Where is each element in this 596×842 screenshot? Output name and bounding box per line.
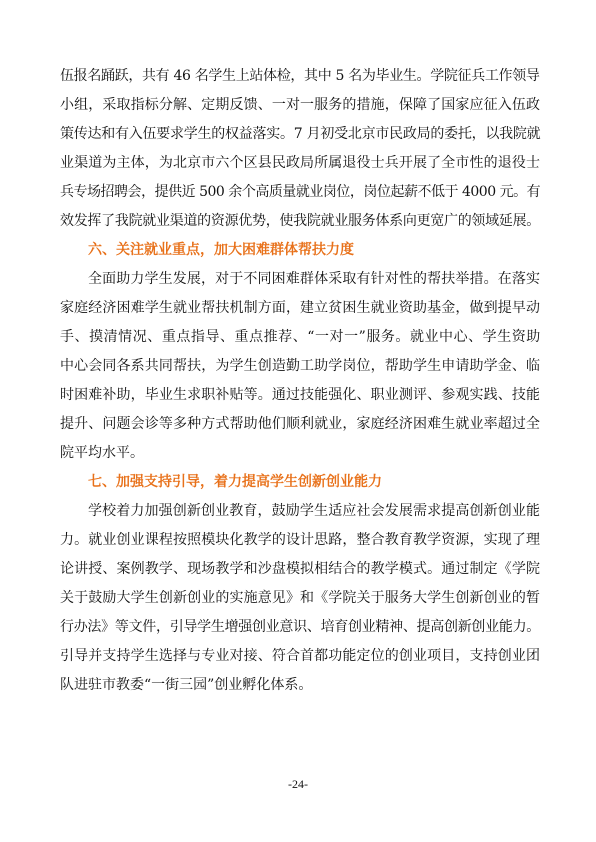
section-heading-6: 六、关注就业重点，加大困难群体帮扶力度: [88, 242, 354, 258]
paragraph-difficulty-support: [60, 265, 540, 468]
text-line: 引导并支持学生选择与专业对接、符合首都功能定位的创业项目，支持创业团: [60, 648, 541, 664]
text-line: 效发挥了我院就业渠道的资源优势，使我院就业服务体系向更宽广的领域延展。: [60, 213, 540, 229]
paragraph-enlistment: [60, 62, 540, 236]
section-heading-7: 七、加强支持引导，着力提高学生创新创业能力: [88, 474, 382, 490]
text-line: 伍报名踊跃，共有 46 名学生上站体检，其中 5 名为毕业生。学院征兵工作领导: [60, 68, 540, 84]
text-line: 家庭经济困难学生就业帮扶机制方面，建立贫困生就业资助基金，做到提早动: [60, 300, 541, 316]
text-line: 队进驻市教委“一街三园”创业孵化体系。: [60, 677, 313, 693]
document-page: [60, 62, 540, 700]
text-line: 业渠道为主体，为北京市六个区县民政局所属退役士兵开展了全市性的退役士: [60, 155, 541, 171]
text-line: 小组，采取指标分解、定期反馈、一对一服务的措施，保障了国家应征入伍政: [60, 97, 541, 113]
text-line: 力。就业创业课程按照模块化教学的设计思路，整合教育教学资源，实现了理: [60, 532, 541, 548]
text-line: 手、摸清情况、重点指导、重点推荐、“一对一”服务。就业中心、学生资助: [60, 329, 541, 345]
text-line: 提升、问题会诊等多种方式帮助他们顺利就业，家庭经济困难生就业率超过全: [60, 416, 541, 432]
text-line: 全面助力学生发展，对于不同困难群体采取有针对性的帮扶举措。在落实: [88, 271, 541, 287]
paragraph-innovation: [60, 497, 540, 700]
text-line: 时困难补助，毕业生求职补贴等。通过技能强化、职业测评、参观实践、技能: [60, 387, 541, 403]
text-line: 策传达和有入伍要求学生的权益落实。7 月初受北京市民政局的委托，以我院就: [60, 126, 541, 142]
text-line: 院平均水平。: [60, 445, 144, 461]
text-line: 行办法》等文件，引导学生增强创业意识、培育创业精神、提高创新创业能力。: [60, 619, 540, 635]
text-line: 中心会同各系共同帮扶，为学生创造勤工助学岗位，帮助学生申请助学金、临: [60, 358, 541, 374]
page-number: -24-: [288, 777, 308, 791]
text-line: 关于鼓励大学生创新创业的实施意见》和《学院关于服务大学生创新创业的暂: [60, 590, 541, 606]
text-line: 学校着力加强创新创业教育，鼓励学生适应社会发展需求提高创新创业能: [88, 503, 541, 519]
text-line: 论讲授、案例教学、现场教学和沙盘模拟相结合的教学模式。通过制定《学院: [60, 561, 541, 577]
text-line: 兵专场招聘会，提供近 500 余个高质量就业岗位，岗位起薪不低于 4000 元。有: [60, 184, 541, 200]
